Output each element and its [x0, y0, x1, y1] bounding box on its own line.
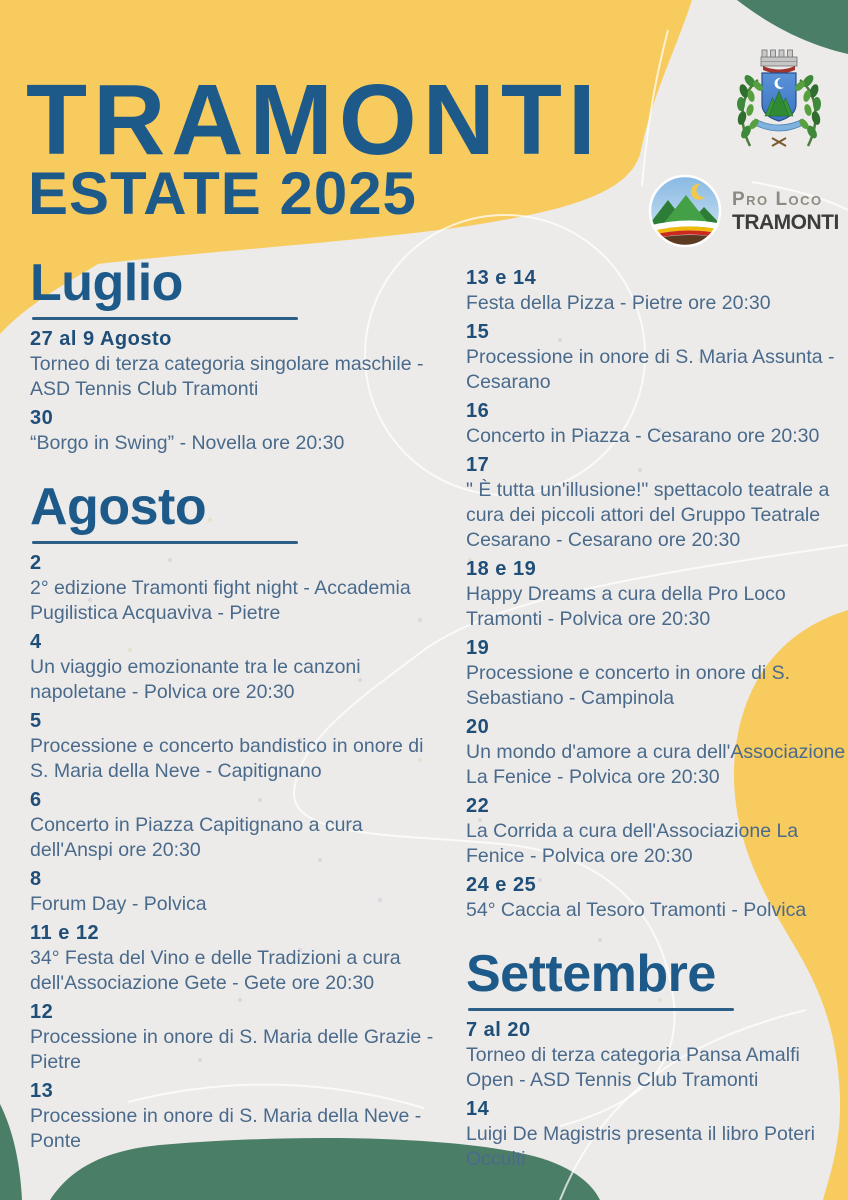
proloco-logo: [648, 174, 839, 248]
event-item: [466, 716, 846, 790]
page-title: TRAMONTI: [26, 64, 602, 176]
event-description: “Borgo in Swing” - Novella ore 20:30: [30, 432, 345, 454]
event-description: 2° edizione Tramonti fight night - Accademia Pugilistica Acquaviva - Pietre: [30, 577, 411, 624]
event-description: Concerto in Piazza Capitignano a cura dell'Anspi ore 20:30: [30, 814, 363, 861]
month-underline: [32, 317, 298, 320]
event-date: 18 e 19: [466, 558, 537, 580]
event-description: Processione in onore di S. Maria Assunta - Cesarano: [466, 346, 835, 393]
event-description: Concerto in Piazza - Cesarano ore 20:30: [466, 425, 820, 447]
event-description: Torneo di terza categoria singolare maschile - ASD Tennis Club Tramonti: [30, 353, 424, 400]
event-item: [466, 454, 846, 553]
month-heading: Settembre: [466, 945, 716, 1003]
event-date: 6: [30, 789, 42, 811]
event-description: Processione in onore di S. Maria delle Grazie - Pietre: [30, 1026, 434, 1073]
event-item: [30, 922, 440, 996]
event-item: [466, 558, 846, 632]
proloco-label: Pro Loco: [732, 188, 823, 210]
event-item: [30, 710, 440, 784]
proloco-name: TRAMONTI: [732, 210, 839, 234]
event-item: [466, 874, 846, 923]
crest-shield: [762, 73, 796, 121]
month-heading: Agosto: [30, 478, 207, 536]
month-section: [466, 945, 846, 1172]
proloco-badge-icon: [648, 174, 722, 248]
month-underline: [468, 1008, 734, 1011]
event-item: [30, 552, 440, 626]
event-date: 7 al 20: [466, 1019, 531, 1041]
event-item: [466, 1019, 846, 1093]
event-item: [30, 407, 440, 456]
event-description: Festa della Pizza - Pietre ore 20:30: [466, 292, 771, 314]
event-item: [30, 789, 440, 863]
event-item: [466, 1098, 846, 1172]
page-subtitle: ESTATE 2025: [28, 160, 417, 227]
event-item: [466, 795, 846, 869]
month-section: [466, 267, 846, 923]
event-date: 30: [30, 407, 54, 429]
comune-crest-icon: [736, 46, 822, 158]
event-date: 20: [466, 716, 490, 738]
event-date: 2: [30, 552, 42, 574]
event-description: Torneo di terza categoria Pansa Amalfi Open - ASD Tennis Club Tramonti: [466, 1044, 800, 1091]
event-date: 19: [466, 637, 490, 659]
month-heading: Luglio: [30, 254, 183, 312]
event-date: 11 e 12: [30, 922, 100, 944]
event-date: 13: [30, 1080, 54, 1102]
event-date: 14: [466, 1098, 490, 1120]
event-description: Happy Dreams a cura della Pro Loco Tramonti - Polvica ore 20:30: [466, 583, 786, 630]
event-date: 4: [30, 631, 42, 653]
event-date: 13 e 14: [466, 267, 537, 289]
event-description: Processione in onore di S. Maria della Neve - Ponte: [30, 1105, 422, 1152]
event-item: [466, 637, 846, 711]
event-date: 8: [30, 868, 42, 890]
event-date: 16: [466, 400, 490, 422]
event-description: 34° Festa del Vino e delle Tradizioni a cura dell'Associazione Gete - Gete ore 20:30: [30, 947, 401, 994]
event-date: 24 e 25: [466, 874, 537, 896]
event-description: Un viaggio emozionante tra le canzoni napoletane - Polvica ore 20:30: [30, 656, 361, 703]
green-bottom-sliver: [0, 1104, 22, 1200]
event-item: [30, 328, 440, 402]
event-item: [30, 1080, 440, 1154]
event-description: " È tutta un'illusione!" spettacolo teatrale a cura dei piccoli attori del Gruppo Teatrale Cesarano - Cesarano ore 20:30: [466, 479, 830, 551]
event-date: 17: [466, 454, 490, 476]
event-item: [466, 267, 846, 316]
event-item: [30, 868, 440, 917]
event-description: Un mondo d'amore a cura dell'Associazione La Fenice - Polvica ore 20:30: [466, 741, 846, 788]
event-description: Processione e concerto in onore di S. Sebastiano - Campinola: [466, 662, 791, 709]
month-section: [30, 254, 440, 456]
event-description: Processione e concerto bandistico in onore di S. Maria della Neve - Capitignano: [30, 735, 424, 782]
event-item: [30, 631, 440, 705]
event-description: Forum Day - Polvica: [30, 893, 207, 915]
event-date: 5: [30, 710, 42, 732]
events-column-right: [466, 262, 846, 1172]
month-section: [30, 478, 440, 1154]
crest-crown: [761, 50, 797, 74]
event-description: La Corrida a cura dell'Associazione La Fenice - Polvica ore 20:30: [466, 820, 799, 867]
event-date: 27 al 9 Agosto: [30, 328, 172, 350]
event-item: [30, 1001, 440, 1075]
event-date: 22: [466, 795, 490, 817]
event-item: [466, 400, 846, 449]
events-column-left: [30, 254, 440, 1154]
event-description: Luigi De Magistris presenta il libro Poteri Occulti: [466, 1123, 815, 1170]
event-item: [466, 321, 846, 395]
month-underline: [32, 541, 298, 544]
event-date: 12: [30, 1001, 54, 1023]
event-date: 15: [466, 321, 490, 343]
event-description: 54° Caccia al Tesoro Tramonti - Polvica: [466, 899, 807, 921]
